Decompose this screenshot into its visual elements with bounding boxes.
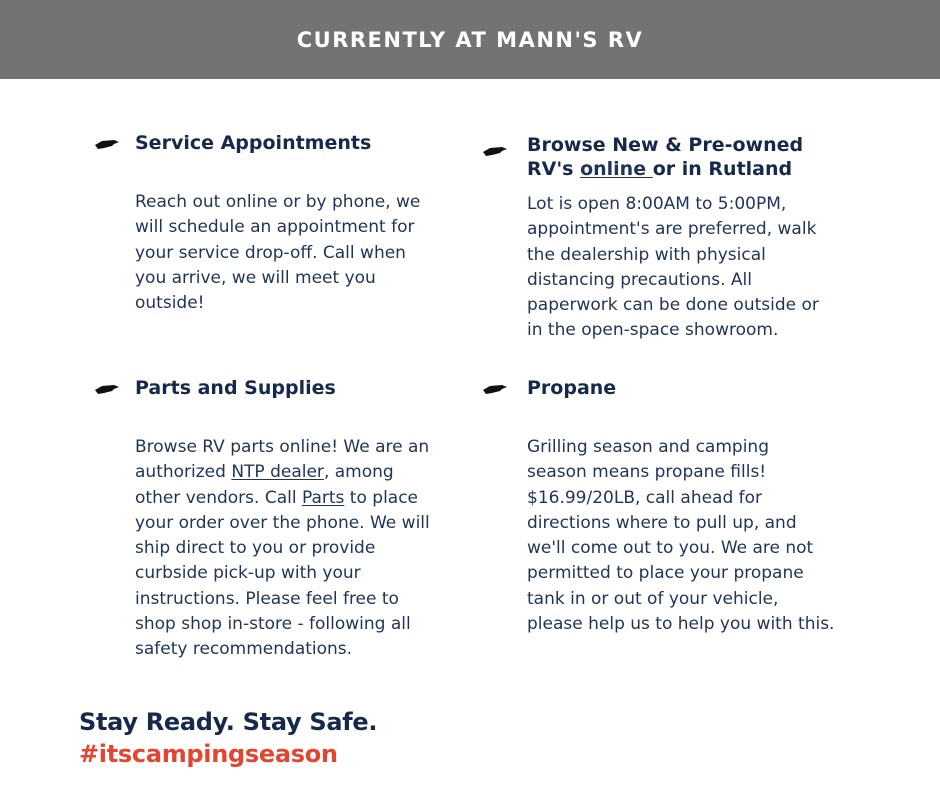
header-banner [0, 0, 940, 79]
body-line: permitted to place your propane [527, 563, 804, 584]
body-line: appointment's are preferred, walk [527, 219, 817, 240]
body-line: tank in or out of your vehicle, [527, 588, 779, 609]
body-line: the dealership with physical [527, 244, 766, 265]
pointing-hand-icon [94, 137, 120, 151]
body-line: Lot is open 8:00AM to 5:00PM, [527, 194, 787, 214]
section-title-browse [527, 133, 803, 181]
body-line: Grilling season and camping [527, 437, 769, 457]
body-line: your service drop-off. Call when [135, 242, 406, 263]
title-line [527, 157, 803, 181]
parts-link[interactable]: Parts [301, 487, 345, 508]
body-line: you arrive, we will meet you [135, 267, 376, 288]
tagline: Stay Ready. Stay Safe. [79, 708, 378, 736]
section-body-parts [135, 435, 435, 663]
pointing-hand-icon [482, 144, 508, 158]
body-text: other vendors. Call [135, 487, 302, 508]
body-line: distancing precautions. All [527, 269, 752, 290]
body-line: your order over the phone. We will [135, 512, 430, 533]
section-title-service: Service Appointments [135, 132, 372, 154]
body-line: ship direct to you or provide [135, 538, 376, 559]
body-text: , among [323, 462, 394, 483]
body-line: we'll come out to you. We are not [527, 538, 814, 559]
body-line: Browse RV parts online! We are an [135, 437, 430, 457]
pointing-hand-icon [94, 382, 120, 396]
ntp-dealer-link[interactable]: NTP dealer [231, 462, 324, 483]
body-line: season means propane fills! [527, 462, 767, 483]
banner-title: CURRENTLY AT MANN'S RV [296, 27, 644, 52]
body-line: instructions. Please feel free to [135, 588, 399, 609]
section-body-service [135, 190, 425, 316]
body-line [135, 486, 435, 511]
title-line: Browse New & Pre-owned [527, 134, 804, 156]
body-line: in the open-space showroom. [527, 320, 779, 341]
online-link[interactable]: online [580, 158, 653, 180]
body-line: Reach out online or by phone, we [135, 192, 421, 212]
body-line: safety recommendations. [135, 639, 353, 660]
body-line: outside! [135, 293, 205, 314]
body-line: shop shop in-store - following all [135, 614, 411, 635]
pointing-hand-icon [482, 382, 508, 396]
title-text: RV's [527, 158, 581, 180]
body-line: please help us to help you with this. [527, 614, 835, 635]
body-line: paperwork can be done outside or [527, 295, 819, 316]
body-line: $16.99/20LB, call ahead for [527, 487, 763, 508]
body-line [135, 460, 435, 485]
body-text: authorized [135, 462, 232, 483]
body-line: will schedule an appointment for [135, 217, 415, 238]
section-title-parts: Parts and Supplies [135, 377, 336, 399]
section-title-propane: Propane [527, 377, 617, 399]
title-text: or in Rutland [652, 158, 793, 180]
section-body-propane [527, 435, 837, 637]
section-body-browse [527, 192, 827, 344]
body-text: to place [344, 487, 419, 508]
hashtag: #itscampingseason [79, 740, 338, 768]
body-line: curbside pick-up with your [135, 563, 361, 584]
body-line: directions where to pull up, and [527, 512, 797, 533]
